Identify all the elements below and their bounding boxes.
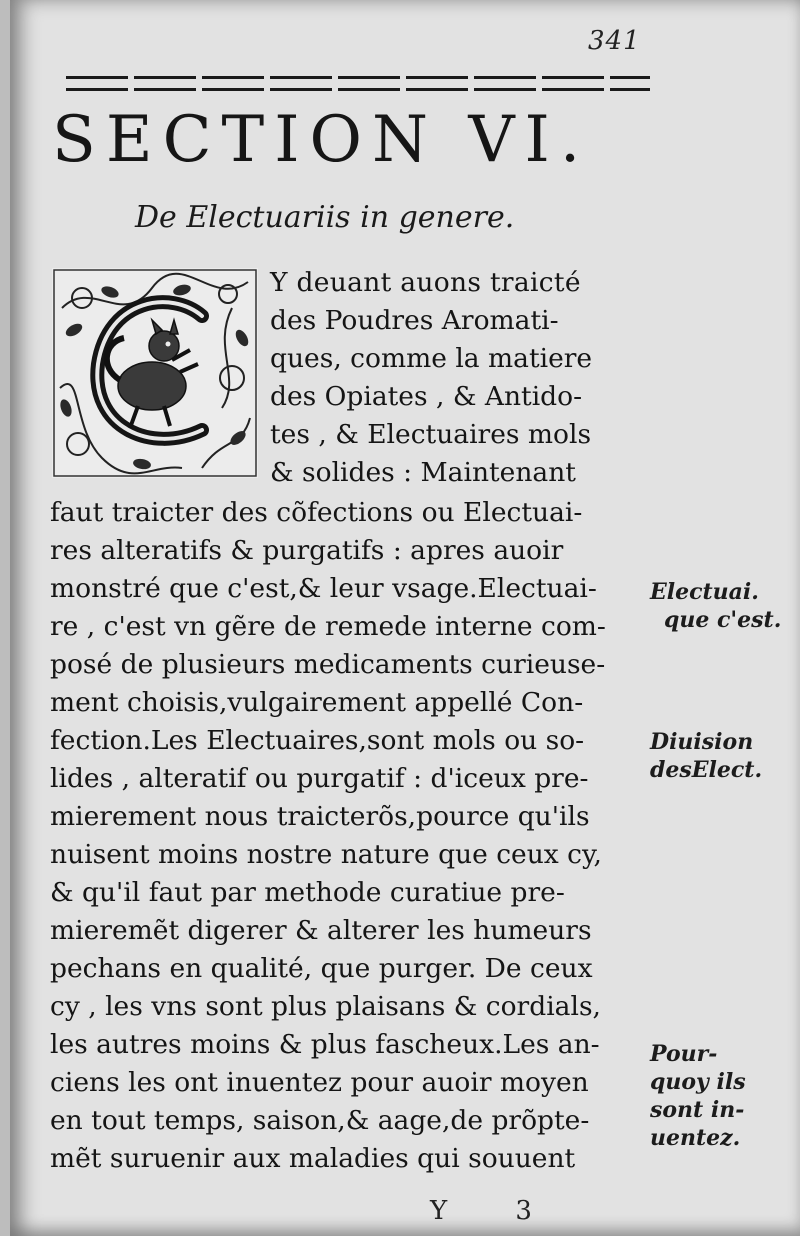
text-line: des Poudres Aromati- — [270, 305, 559, 336]
text-line: monstré que c'est,& leur vsage.Electuai- — [50, 573, 597, 604]
text-line: mieremẽt digerer & alterer les humeurs — [50, 915, 592, 946]
text-line: cy , les vns sont plus plaisans & cordials, — [50, 991, 601, 1022]
text-line: Y deuant auons traicté — [270, 267, 581, 298]
text-line: nuisent moins nostre nature que ceux cy, — [50, 839, 602, 870]
text-line: ques, comme la matiere — [270, 343, 593, 374]
text-line: posé de plusieurs medicaments curieuse- — [50, 649, 606, 680]
margin-note-electuaire: Electuai. que c'est. — [650, 579, 782, 633]
text-line: en tout temps, saison,& aage,de prõpte- — [50, 1105, 590, 1136]
section-heading: SECTION VI. — [52, 103, 591, 177]
text-line: tes , & Electuaires mols — [270, 419, 592, 450]
text-line: des Opiates , & Antido- — [270, 381, 583, 412]
text-line: fection.Les Electuaires,sont mols ou so- — [50, 725, 585, 756]
margin-note-pourquoy: Pour- quoy ils sont in- uentez. — [650, 1041, 746, 1151]
text-line: mierement nous traicterõs,pource qu'ils — [50, 801, 590, 832]
text-line: pechans en qualité, que purger. De ceux — [50, 953, 593, 984]
text-line: ment choisis,vulgairement appellé Con- — [50, 687, 584, 718]
text-line: re , c'est vn gẽre de remede interne com- — [50, 611, 606, 642]
page-number: 341 — [588, 26, 641, 56]
text-line: faut traicter des cõfections ou Electuai- — [50, 497, 583, 528]
text-line: & solides : Maintenant — [270, 457, 576, 488]
text-line: & qu'il faut par methode curatiue pre- — [50, 877, 565, 908]
margin-note-diuision: Diuision desElect. — [650, 729, 763, 783]
signature-mark: Y 3 — [430, 1196, 562, 1226]
text-line: mẽt suruenir aux maladies qui souuent — [50, 1143, 576, 1174]
text-line: res alteratifs & purgatifs : apres auoir — [50, 535, 564, 566]
text-line: lides , alteratif ou purgatif : d'iceux pre- — [50, 763, 589, 794]
section-subtitle: De Electuariis in genere. — [135, 200, 515, 235]
text-line: ciens les ont inuentez pour auoir moyen — [50, 1067, 589, 1098]
text-line: les autres moins & plus fascheux.Les an- — [50, 1029, 600, 1060]
